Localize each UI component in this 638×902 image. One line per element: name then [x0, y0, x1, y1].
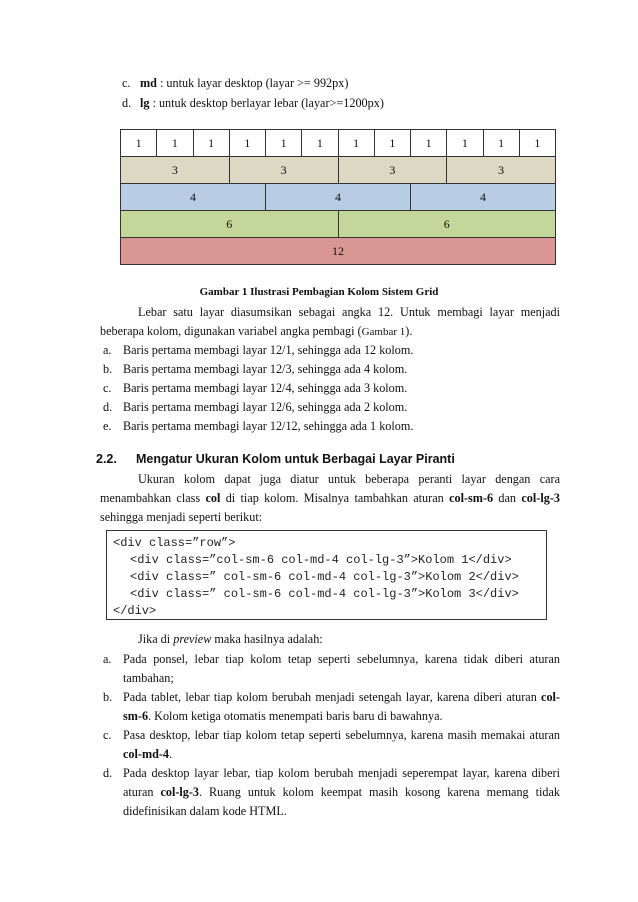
list-text: Pada tablet, lebar tiap kolom berubah menjadi setengah layar, karena diberi aturan col-sm-6. Kolom ketiga otomatis menempati baris baru di bawahnya. — [123, 690, 560, 723]
list-text: Baris pertama membagi layar 12/12, sehingga ada 1 kolom. — [123, 419, 414, 433]
code-term: col-lg-3 — [160, 785, 200, 799]
grid-cell: 3 — [230, 157, 339, 184]
grid-row-1-column — [121, 238, 556, 265]
grid-cell: 1 — [302, 130, 338, 157]
paragraph-text: ). — [405, 324, 413, 338]
grid-cell: 1 — [266, 130, 302, 157]
list-item — [103, 726, 560, 764]
paragraph-text: di tiap kolom. Misalnya tambahkan aturan — [220, 491, 450, 505]
list-text: Baris pertama membagi layar 12/4, sehingga ada 3 kolom. — [123, 381, 408, 395]
grid-row-12-columns — [121, 130, 556, 157]
paragraph-text: sehingga menjadi seperti berikut: — [100, 510, 263, 524]
list-text: Baris pertama membagi layar 12/1, sehingga ada 12 kolom. — [123, 343, 414, 357]
list-item — [103, 688, 560, 726]
breakpoint-list — [122, 74, 384, 114]
paragraph-text: Jika di — [138, 632, 174, 646]
grid-cell: 1 — [375, 130, 411, 157]
code-line: </div> — [113, 604, 157, 618]
list-marker: d. — [122, 96, 132, 110]
grid-cell: 6 — [121, 211, 339, 238]
grid-cell: 4 — [266, 184, 411, 211]
grid-cell: 3 — [447, 157, 556, 184]
grid-cell: 1 — [484, 130, 520, 157]
section-title: Mengatur Ukuran Kolom untuk Berbagai Layar Piranti — [136, 452, 455, 466]
code-term: col-md-4 — [123, 747, 170, 761]
breakpoint-desc: : untuk desktop berlayar lebar (layar>=1200px) — [149, 96, 384, 110]
figure-caption: Gambar 1 Ilustrasi Pembagian Kolom Sistem Grid — [199, 286, 439, 298]
grid-cell: 1 — [339, 130, 375, 157]
paragraph-text: maka hasilnya adalah: — [211, 632, 323, 646]
list-text: Baris pertama membagi layar 12/3, sehingga ada 4 kolom. — [123, 362, 408, 376]
result-list — [103, 650, 560, 821]
list-item — [103, 398, 560, 417]
code-line: <div class=”col-sm-6 col-md-4 col-lg-3”>Kolom 1</div> — [130, 553, 512, 567]
breakpoint-desc: : untuk layar desktop (layar >= 992px) — [156, 76, 349, 90]
breakpoint-key: md — [140, 76, 157, 90]
paragraph-text: dan — [493, 491, 522, 505]
list-marker: b. — [103, 690, 113, 704]
grid-cell: 1 — [447, 130, 483, 157]
list-marker: e. — [103, 419, 112, 433]
code-term: col-sm-6 — [123, 690, 560, 723]
emphasis: preview — [173, 632, 212, 646]
grid-illustration — [120, 129, 556, 265]
paragraph — [100, 470, 560, 527]
code-line: <div class=”row”> — [113, 536, 236, 550]
section-heading — [96, 452, 455, 466]
division-list — [103, 341, 560, 436]
code-term: col-sm-6 — [449, 491, 494, 505]
list-text: Baris pertama membagi layar 12/6, sehingga ada 2 kolom. — [123, 400, 408, 414]
list-item — [103, 379, 560, 398]
list-item — [122, 74, 384, 94]
grid-cell: 1 — [411, 130, 447, 157]
list-item — [103, 764, 560, 821]
grid-cell: 1 — [520, 130, 556, 157]
list-item — [103, 417, 560, 436]
grid-cell: 6 — [339, 211, 557, 238]
paragraph — [100, 630, 560, 649]
grid-row-2-columns — [121, 211, 556, 238]
breakpoint-key: lg — [140, 96, 150, 110]
list-marker: a. — [103, 343, 112, 357]
grid-row-3-columns — [121, 184, 556, 211]
list-text: Pada ponsel, lebar tiap kolom tetap seperti sebelumnya, karena tidak diberi aturan tambahan; — [123, 652, 560, 685]
list-item — [103, 341, 560, 360]
list-marker: b. — [103, 362, 113, 376]
code-term: col — [205, 491, 221, 505]
paragraph-text: Lebar satu layar diasumsikan sebagai angka 12. Untuk membagi layar menjadi beberapa kolom, digunakan variabel angka pembagi ( — [100, 305, 560, 338]
code-block — [106, 530, 547, 620]
code-line: <div class=” col-sm-6 col-md-4 col-lg-3”>Kolom 2</div> — [130, 570, 519, 584]
grid-cell: 1 — [194, 130, 230, 157]
grid-row-4-columns — [121, 157, 556, 184]
grid-cell: 4 — [121, 184, 266, 211]
list-text: Pada desktop layar lebar, tiap kolom berubah menjadi seperempat layar, karena diberi aturan col-lg-3. Ruang untuk kolom keempat masih kosong karena memang tidak didefinisikan dalam kode HTML. — [123, 766, 560, 818]
list-marker: c. — [122, 76, 131, 90]
grid-cell: 3 — [121, 157, 230, 184]
grid-cell: 4 — [411, 184, 556, 211]
grid-cell: 12 — [121, 238, 556, 265]
paragraph — [100, 303, 560, 342]
list-marker: a. — [103, 652, 112, 666]
list-marker: d. — [103, 766, 113, 780]
list-marker: d. — [103, 400, 113, 414]
list-item — [103, 650, 560, 688]
list-marker: c. — [103, 728, 112, 742]
code-term: col-lg-3 — [521, 491, 560, 505]
grid-cell: 1 — [230, 130, 266, 157]
figure-reference: Gambar 1 — [361, 326, 406, 338]
code-line: <div class=” col-sm-6 col-md-4 col-lg-3”>Kolom 3</div> — [130, 587, 519, 601]
list-item — [122, 94, 384, 114]
list-item — [103, 360, 560, 379]
list-marker: c. — [103, 381, 112, 395]
section-number: 2.2. — [96, 452, 117, 466]
grid-cell: 3 — [339, 157, 448, 184]
list-text: Pasa desktop, lebar tiap kolom tetap seperti sebelumnya, karena masih memakai aturan col-md-4. — [123, 728, 560, 761]
paragraph-text: Ukuran kolom dapat juga diatur untuk beberapa peranti layar dengan cara menambahkan class — [100, 472, 560, 505]
grid-cell: 1 — [121, 130, 157, 157]
grid-cell: 1 — [157, 130, 193, 157]
